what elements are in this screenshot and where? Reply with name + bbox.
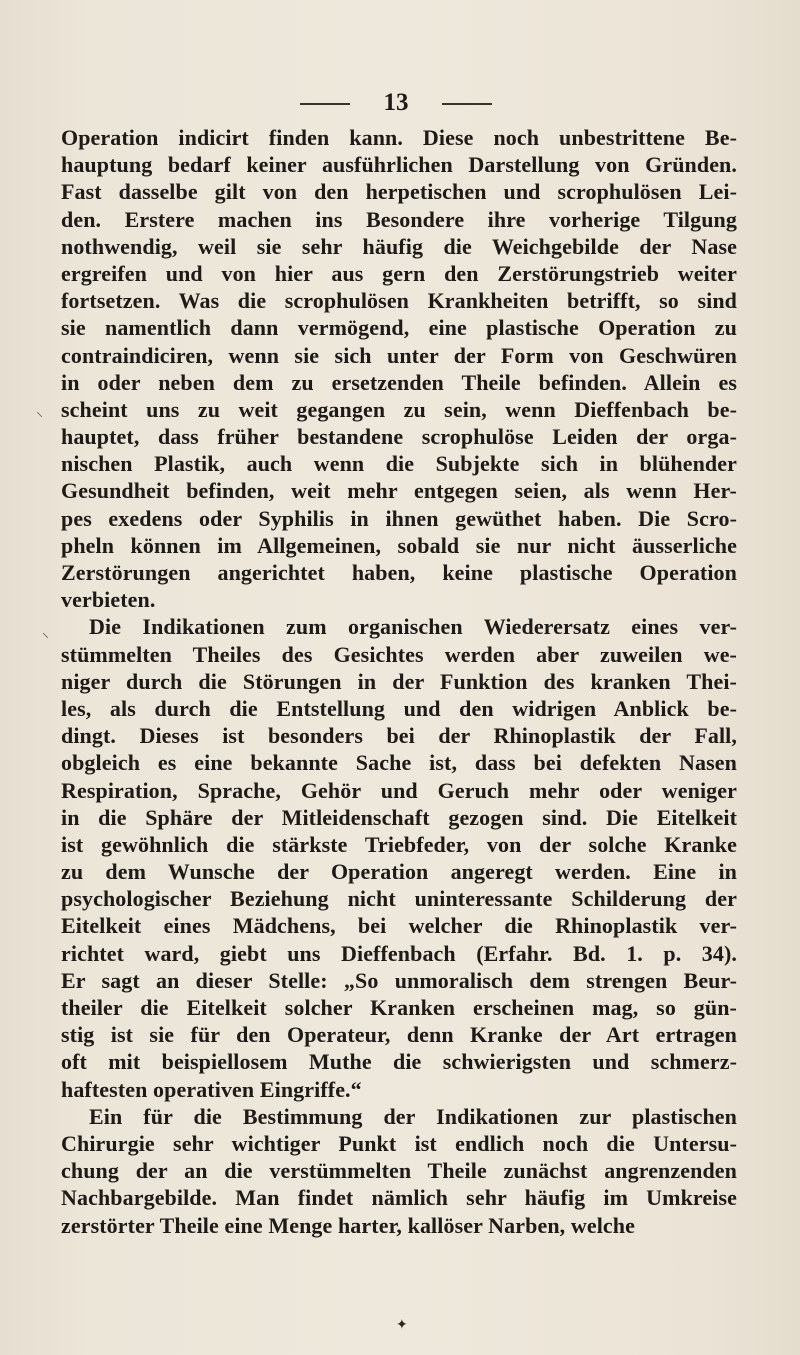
text-line: stümmelten Theiles des Gesichtes werden aber zuweilen we-: [61, 641, 737, 667]
text-line: Zerstörungen angerichtet haben, keine plastische Operation: [61, 560, 737, 585]
text-line: nischen Plastik, auch wenn die Subjekte sich in blühender: [61, 451, 737, 477]
text-line: pes exedens oder Syphilis in ihnen gewüthet haben. Die Scro-: [61, 505, 737, 531]
body-text: [61, 124, 737, 1239]
text-line: dingt. Dieses ist besonders bei der Rhinoplastik der Fall,: [61, 723, 737, 749]
text-line: Operation indicirt finden kann. Diese noch unbestrittene Be-: [61, 125, 737, 150]
text-line: stig ist sie für den Operateur, denn Kranke der Art ertragen: [61, 1022, 737, 1048]
text-line: sie namentlich dann vermögend, eine plastische Operation zu: [61, 315, 737, 341]
text-line: ist gewöhnlich die stärkste Triebfeder, von der solche Kranke: [61, 831, 737, 857]
text-line: zu dem Wunsche der Operation angeregt werden. Eine in: [61, 859, 737, 885]
text-line: den. Erstere machen ins Besondere ihre vorherige Tilgung: [61, 206, 737, 232]
text-line: chung der an die verstümmelten Theile zunächst angrenzenden: [61, 1158, 737, 1184]
text-line: ergreifen und von hier aus gern den Zerstörungstrieb weiter: [61, 260, 737, 286]
paragraph: [61, 124, 737, 613]
text-line: in die Sphäre der Mitleidenschaft gezogen sind. Die Eitelkeit: [61, 804, 737, 830]
text-line: hauptung bedarf keiner ausführlichen Darstellung von Gründen.: [61, 152, 737, 178]
header-rule-left: [300, 103, 350, 105]
paragraph: [61, 613, 737, 1102]
text-line: Respiration, Sprache, Gehör und Geruch mehr oder weniger: [61, 777, 737, 803]
text-line: haftesten operativen Eingriffe.“: [61, 1076, 362, 1102]
text-line: theiler die Eitelkeit solcher Kranken erscheinen mag, so gün-: [61, 995, 737, 1020]
margin-mark: ⸜: [36, 405, 43, 420]
page-number: 13: [383, 89, 409, 116]
text-line: oft mit beispiellosem Muthe die schwierigsten und schmerz-: [61, 1049, 737, 1075]
margin-mark: ⸜: [42, 626, 49, 641]
text-line: fortsetzen. Was die scrophulösen Krankheiten betrifft, so sind: [61, 288, 737, 314]
text-line: niger durch die Störungen in der Funktion des kranken Thei-: [61, 668, 737, 694]
text-line: Die Indikationen zum organischen Wiederersatz eines ver-: [89, 614, 737, 640]
page-header: [0, 88, 800, 118]
text-line: zerstörter Theile eine Menge harter, kallöser Narben, welche: [61, 1212, 635, 1238]
text-line: Eitelkeit eines Mädchens, bei welcher die Rhinoplastik ver-: [61, 913, 737, 939]
text-line: psychologischer Beziehung nicht uninteressante Schilderung der: [61, 886, 737, 912]
text-line: les, als durch die Entstellung und den widrigen Anblick be-: [61, 695, 737, 721]
text-line: Ein für die Bestimmung der Indikationen zur plastischen: [89, 1103, 737, 1129]
footer-mark: ✦: [396, 1318, 408, 1333]
text-line: scheint uns zu weit gegangen zu sein, wenn Dieffenbach be-: [61, 396, 737, 422]
paragraph: [61, 1103, 737, 1239]
text-line: in oder neben dem zu ersetzenden Theile befinden. Allein es: [61, 369, 737, 395]
text-line: verbieten.: [61, 587, 156, 613]
text-line: Er sagt an dieser Stelle: „So unmoralisch dem strengen Beur-: [61, 967, 737, 993]
text-line: obgleich es eine bekannte Sache ist, dass bei defekten Nasen: [61, 750, 737, 776]
text-line: Gesundheit befinden, weit mehr entgegen seien, als wenn Her-: [61, 478, 737, 504]
text-line: pheln können im Allgemeinen, sobald sie nur nicht äusserliche: [61, 532, 737, 558]
text-line: richtet ward, giebt uns Dieffenbach (Erfahr. Bd. 1. p. 34).: [61, 940, 737, 966]
text-line: contraindiciren, wenn sie sich unter der Form von Geschwüren: [61, 342, 737, 368]
header-rule-right: [442, 103, 492, 105]
text-line: Nachbargebilde. Man findet nämlich sehr häufig im Umkreise: [61, 1185, 737, 1211]
text-line: Chirurgie sehr wichtiger Punkt ist endlich noch die Untersu-: [61, 1130, 737, 1156]
text-line: Fast dasselbe gilt von den herpetischen und scrophulösen Lei-: [61, 179, 737, 205]
text-line: nothwendig, weil sie sehr häufig die Weichgebilde der Nase: [61, 233, 737, 259]
text-line: hauptet, dass früher bestandene scrophulöse Leiden der orga-: [61, 424, 737, 450]
